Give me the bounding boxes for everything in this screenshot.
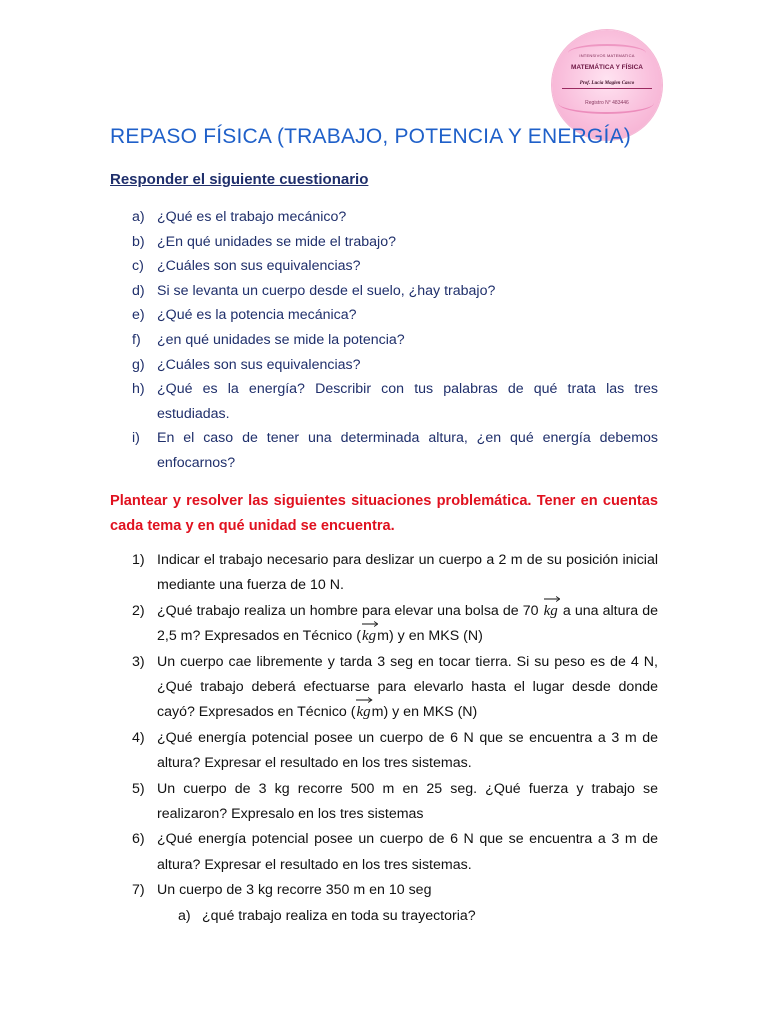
logo-swoosh-bottom [558, 92, 654, 114]
logo-line-1: INTENSIVOS MATEMATICA [579, 53, 635, 58]
logo-line-4: Registro N° 483446 [585, 100, 629, 106]
item-marker: 7) [132, 882, 145, 899]
item-text: Un cuerpo de 3 kg recorre 500 m en 25 seg. ¿Qué fuerza y trabajo se realizaron? Expresalo en los tres sistemas [157, 780, 658, 823]
logo-line-3: Prof. Lucía Maglen Casco [579, 81, 635, 86]
item-marker: b) [132, 233, 145, 250]
problem-item [132, 827, 658, 878]
item-text: ¿qué trabajo realiza en toda su trayectoria? [202, 907, 476, 924]
item-text: ¿Qué es la energía? Describir con tus palabras de qué trata las tres estudiadas. [157, 381, 658, 422]
item-text-part: ¿Qué trabajo realiza un hombre para elevar una bolsa de 70 [157, 602, 539, 619]
problem-item [132, 878, 658, 903]
item-text: ¿En qué unidades se mide el trabajo? [157, 233, 396, 250]
item-marker: d) [132, 282, 145, 299]
problems-instruction: Plantear y resolver las siguientes situaciones problemática. Tener en cuentas cada tema y en qué unidad se encuentra. [110, 493, 658, 534]
teacher-logo-seal [552, 30, 662, 140]
question-item [132, 254, 658, 279]
question-item [132, 230, 658, 255]
vector-arrow-icon [544, 596, 560, 602]
question-item [132, 279, 658, 304]
logo-line-2: MATEMÁTICA Y FÍSICA [571, 64, 643, 71]
kilogram-force-unit [355, 700, 371, 725]
problem-item [132, 599, 658, 650]
item-marker: 2) [132, 602, 145, 619]
item-text: ¿Qué energía potencial posee un cuerpo de 6 N que se encuentra a 3 m de altura? Expresar el resultado en los tres sistemas. [157, 729, 658, 772]
item-marker: f) [132, 331, 141, 348]
item-text-part: m) y en MKS (N) [371, 704, 478, 721]
item-marker: h) [132, 381, 145, 398]
unit-text: kg [543, 602, 558, 619]
problem-item [132, 726, 658, 777]
question-item [132, 328, 658, 353]
unit-text: kg [356, 704, 371, 721]
question-item [132, 377, 658, 426]
problem-subitem [132, 904, 658, 929]
item-text: ¿Cuáles son sus equivalencias? [157, 356, 361, 373]
problem-item [132, 650, 658, 726]
question-item [132, 426, 658, 475]
item-marker: 4) [132, 729, 145, 746]
problem-item [132, 777, 658, 828]
question-item [132, 303, 658, 328]
unit-text: kg [362, 628, 377, 645]
item-text-part: a una altura de 2,5 m? Expresados en Técnico ( [157, 602, 658, 645]
item-marker: 5) [132, 780, 145, 797]
vector-arrow-icon [356, 697, 372, 703]
kilogram-force-unit [543, 599, 559, 624]
item-text: ¿Qué energía potencial posee un cuerpo de 6 N que se encuentra a 3 m de altura? Expresar el resultado en los tres sistemas. [157, 831, 658, 873]
item-text: ¿Qué es la potencia mecánica? [157, 307, 357, 324]
item-text: ¿Qué es el trabajo mecánico? [157, 209, 347, 225]
question-list [132, 205, 658, 476]
item-marker: i) [132, 430, 140, 447]
item-text: Un cuerpo de 3 kg recorre 350 m en 10 seg [157, 882, 432, 899]
logo-divider [562, 88, 652, 89]
item-text: Si se levanta un cuerpo desde el suelo, ¿hay trabajo? [157, 282, 496, 299]
item-text-part: m) y en MKS (N) [377, 628, 483, 645]
item-marker: a) [132, 209, 145, 225]
item-text-part: Un cuerpo cae libremente y tarda 3 seg en tocar tierra. Si su peso es de 4 N, ¿Qué trabajo deberá efectuarse para elevarlo hasta el lugar desde donde cayó? Expresados en Técnico ( [157, 653, 658, 721]
item-text: Indicar el trabajo necesario para deslizar un cuerpo a 2 m de su posición inicial mediante una fuerza de 10 N. [157, 552, 658, 594]
item-marker: g) [132, 356, 145, 373]
kilogram-force-unit [361, 624, 377, 649]
item-marker: a) [178, 907, 191, 924]
question-item [132, 353, 658, 378]
item-marker: 3) [132, 653, 145, 670]
item-text: ¿Cuáles son sus equivalencias? [157, 258, 361, 275]
page-title: REPASO FÍSICA (TRABAJO, POTENCIA Y ENERGÍA) [110, 125, 631, 148]
item-marker: 1) [132, 552, 145, 568]
problem-item [132, 548, 658, 599]
item-marker: e) [132, 307, 145, 324]
item-text: En el caso de tener una determinada altura, ¿en qué energía debemos enfocarnos? [157, 430, 658, 471]
problem-list [132, 548, 658, 929]
item-text: ¿en qué unidades se mide la potencia? [157, 331, 405, 348]
item-marker: 6) [132, 831, 145, 848]
item-marker: c) [132, 258, 144, 275]
vector-arrow-icon [362, 621, 378, 627]
question-item [132, 205, 658, 230]
section-heading: Responder el siguiente cuestionario [110, 171, 369, 188]
